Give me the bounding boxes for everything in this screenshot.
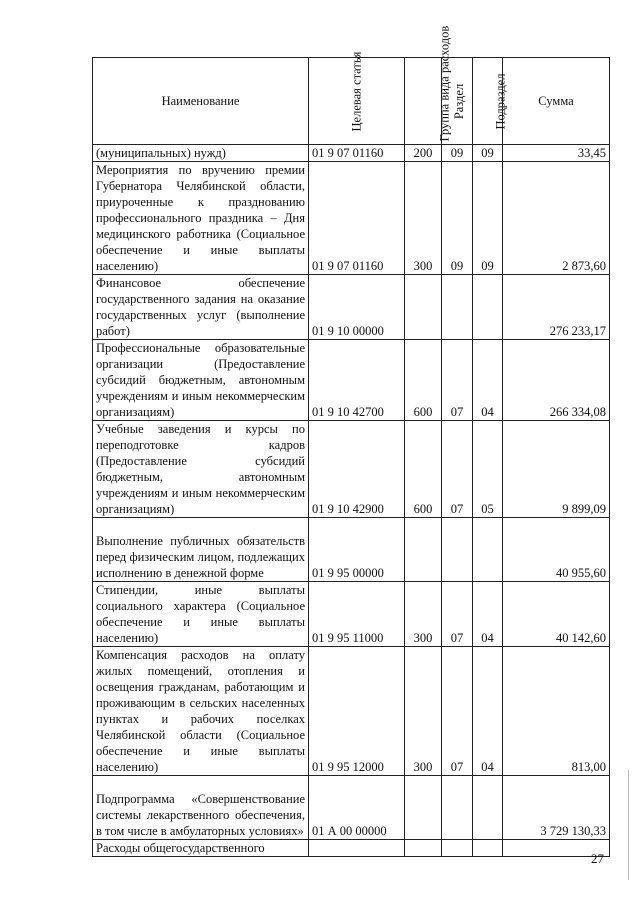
row-name: Выполнение публичных обязательств перед физическим лицом, подлежащих исполнению в денежной форме (93, 518, 309, 582)
row-target-article: 01 9 07 01160 (309, 162, 405, 275)
row-sum: 40 142,60 (503, 582, 610, 647)
row-subsection: 09 (473, 162, 503, 275)
row-section (442, 518, 473, 582)
budget-table (92, 25, 610, 857)
row-expense-group (405, 840, 442, 857)
row-subsection (473, 776, 503, 840)
row-expense-group: 200 (405, 145, 442, 162)
row-target-article: 01 9 10 42700 (309, 340, 405, 421)
table-row (93, 582, 610, 647)
row-section: 07 (442, 340, 473, 421)
table-row (93, 518, 610, 582)
row-section: 07 (442, 421, 473, 518)
row-target-article: 01 9 07 01160 (309, 145, 405, 162)
row-name: (муниципальных) нужд) (93, 145, 309, 162)
row-name: Подпрограмма «Совершенствование системы лекарственного обеспечения, в том числе в амбулаторных условиях» (93, 776, 309, 840)
header-section: Раздел (442, 58, 473, 145)
row-subsection: 09 (473, 145, 503, 162)
row-sum: 33,45 (503, 145, 610, 162)
row-sum: 3 729 130,33 (503, 776, 610, 840)
table-row (93, 776, 610, 840)
row-section (442, 275, 473, 340)
header-target-article: Целевая статья (309, 58, 405, 145)
header-name: Наименование (93, 58, 309, 145)
row-subsection: 05 (473, 421, 503, 518)
margin-line (628, 770, 629, 880)
row-expense-group: 600 (405, 340, 442, 421)
table-header-row (93, 58, 610, 145)
row-section (442, 776, 473, 840)
row-sum: 276 233,17 (503, 275, 610, 340)
row-expense-group: 300 (405, 162, 442, 275)
row-section (442, 840, 473, 857)
table-row (93, 421, 610, 518)
row-section: 07 (442, 582, 473, 647)
row-subsection: 04 (473, 340, 503, 421)
header-subsection: Подраздел (473, 58, 503, 145)
row-subsection (473, 518, 503, 582)
table-row (93, 340, 610, 421)
header-sum: Сумма (503, 58, 610, 145)
row-sum: 40 955,60 (503, 518, 610, 582)
row-subsection (473, 840, 503, 857)
row-expense-group (405, 518, 442, 582)
row-sum: 2 873,60 (503, 162, 610, 275)
row-target-article: 01 А 00 00000 (309, 776, 405, 840)
row-target-article: 01 9 95 00000 (309, 518, 405, 582)
row-expense-group (405, 776, 442, 840)
row-section: 07 (442, 647, 473, 776)
row-subsection (473, 275, 503, 340)
page-number: 27 (591, 851, 604, 866)
row-section: 09 (442, 162, 473, 275)
header-expense-group: Группа вида расходов (405, 58, 442, 145)
row-sum: 813,00 (503, 647, 610, 776)
row-target-article (309, 840, 405, 857)
row-target-article: 01 9 10 42900 (309, 421, 405, 518)
table-row (93, 145, 610, 162)
row-name: Мероприятия по вручению премии Губернатора Челябинской области, приуроченные к празднованию профессионального праздника – Дня медицинского работника (Социальное обеспечение и иные выплаты населению) (93, 162, 309, 275)
row-name: Профессиональные образовательные организации (Предоставление субсидий бюджетным, автономным учреждениям и иным некоммерческим организациям) (93, 340, 309, 421)
row-expense-group: 300 (405, 647, 442, 776)
row-target-article: 01 9 95 11000 (309, 582, 405, 647)
row-name: Расходы общегосударственного (93, 840, 309, 857)
table-row (93, 647, 610, 776)
row-target-article: 01 9 95 12000 (309, 647, 405, 776)
row-sum: 9 899,09 (503, 421, 610, 518)
row-section: 09 (442, 145, 473, 162)
table-row (93, 162, 610, 275)
row-target-article: 01 9 10 00000 (309, 275, 405, 340)
row-sum: 266 334,08 (503, 340, 610, 421)
row-expense-group: 300 (405, 582, 442, 647)
table-row (93, 275, 610, 340)
row-name: Учебные заведения и курсы по переподготовке кадров (Предоставление субсидий бюджетным, автономным учреждениям и иным некоммерческим организациям) (93, 421, 309, 518)
row-name: Стипендии, иные выплаты социального характера (Социальное обеспечение и иные выплаты населению) (93, 582, 309, 647)
table-row (93, 840, 610, 857)
row-name: Компенсация расходов на оплату жилых помещений, отопления и освещения гражданам, работающим и проживающим в сельских населенных пунктах и рабочих поселках Челябинской области (Социальное обеспечение и иные выплаты населению) (93, 647, 309, 776)
row-name: Финансовое обеспечение государственного задания на оказание государственных услуг (выполнение работ) (93, 275, 309, 340)
row-expense-group: 600 (405, 421, 442, 518)
row-expense-group (405, 275, 442, 340)
row-subsection: 04 (473, 647, 503, 776)
row-subsection: 04 (473, 582, 503, 647)
